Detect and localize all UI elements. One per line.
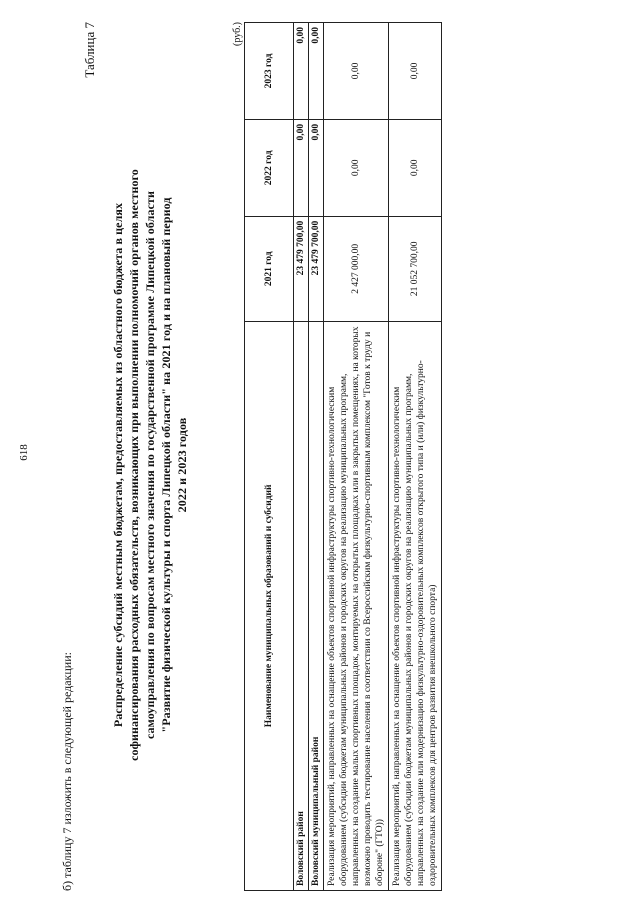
row-2021: 21 052 700,00 [389, 216, 442, 321]
row-2023: 0,00 [309, 23, 324, 120]
row-2022: 0,00 [389, 119, 442, 216]
title-line: софинансирования расходных обязательств, возникающих при выполнении полномочий органов местного [127, 169, 141, 761]
row-2022: 0,00 [324, 119, 389, 216]
table-row [324, 23, 389, 891]
row-name: Реализация мероприятий, направленных на оснащение объектов спортивной инфраструктуры спортивно-технологическим оборудованием (субсидии бюджетам муниципальных районов и городских округов на реализацию муниципальных программ, направленных на создание или модернизацию физкультурно-оздоровительных комплексов открытого типа и (или) физкультурно-оздоровительных комплексов для центров развития внешкольного спорта) [389, 321, 442, 890]
row-2021: 23 479 700,00 [294, 216, 309, 321]
row-2023: 0,00 [294, 23, 309, 120]
row-2023: 0,00 [324, 23, 389, 120]
subsidy-table [244, 22, 442, 891]
table-label: Таблица 7 [82, 22, 97, 78]
title-line: 2022 и 2023 годов [175, 417, 189, 513]
row-2022: 0,00 [294, 119, 309, 216]
row-2023: 0,00 [389, 23, 442, 120]
row-name: Реализация мероприятий, направленных на оснащение объектов спортивной инфраструктуры спортивно-технологическим оборудованием (субсидии бюджетам муниципальных районов и городских округов на реализацию муниципальных программ, направленных на создание малых спортивных площадок, монтируемых на открытых площадках или в закрытых помещениях, на которых возможно проводить тестирование населения в соответствии со Всероссийским физкультурно-спортивным комплексом "Готов к труду и обороне" (ГТО)) [324, 321, 389, 890]
row-2022: 0,00 [309, 119, 324, 216]
col-header-2023: 2023 год [245, 23, 294, 120]
row-name: Воловский муниципальный район [309, 321, 324, 890]
table-row [294, 23, 309, 891]
col-header-2021: 2021 год [245, 216, 294, 321]
title-line: самоуправления по вопросам местного значения по государственной программе Липецкой области [143, 190, 157, 740]
col-header-2022: 2022 год [245, 119, 294, 216]
table-row [309, 23, 324, 891]
row-name: Воловский район [294, 321, 309, 890]
page-number: 618 [18, 444, 30, 461]
table-header-row [245, 23, 294, 891]
intro-text: б) таблицу 7 изложить в следующей редакции: [60, 652, 74, 891]
table-row [389, 23, 442, 891]
row-2021: 23 479 700,00 [309, 216, 324, 321]
unit-label: (руб.) [232, 22, 243, 46]
title-line: "Развитие физической культуры и спорта Липецкой области" на 2021 год и на плановый период [159, 197, 173, 733]
title-line: Распределение субсидий местным бюджетам, предоставляемых из областного бюджета в целях [111, 202, 125, 728]
col-header-name: Наименование муниципальных образований и субсидий [245, 321, 294, 890]
row-2021: 2 427 000,00 [324, 216, 389, 321]
table-title [110, 145, 190, 785]
